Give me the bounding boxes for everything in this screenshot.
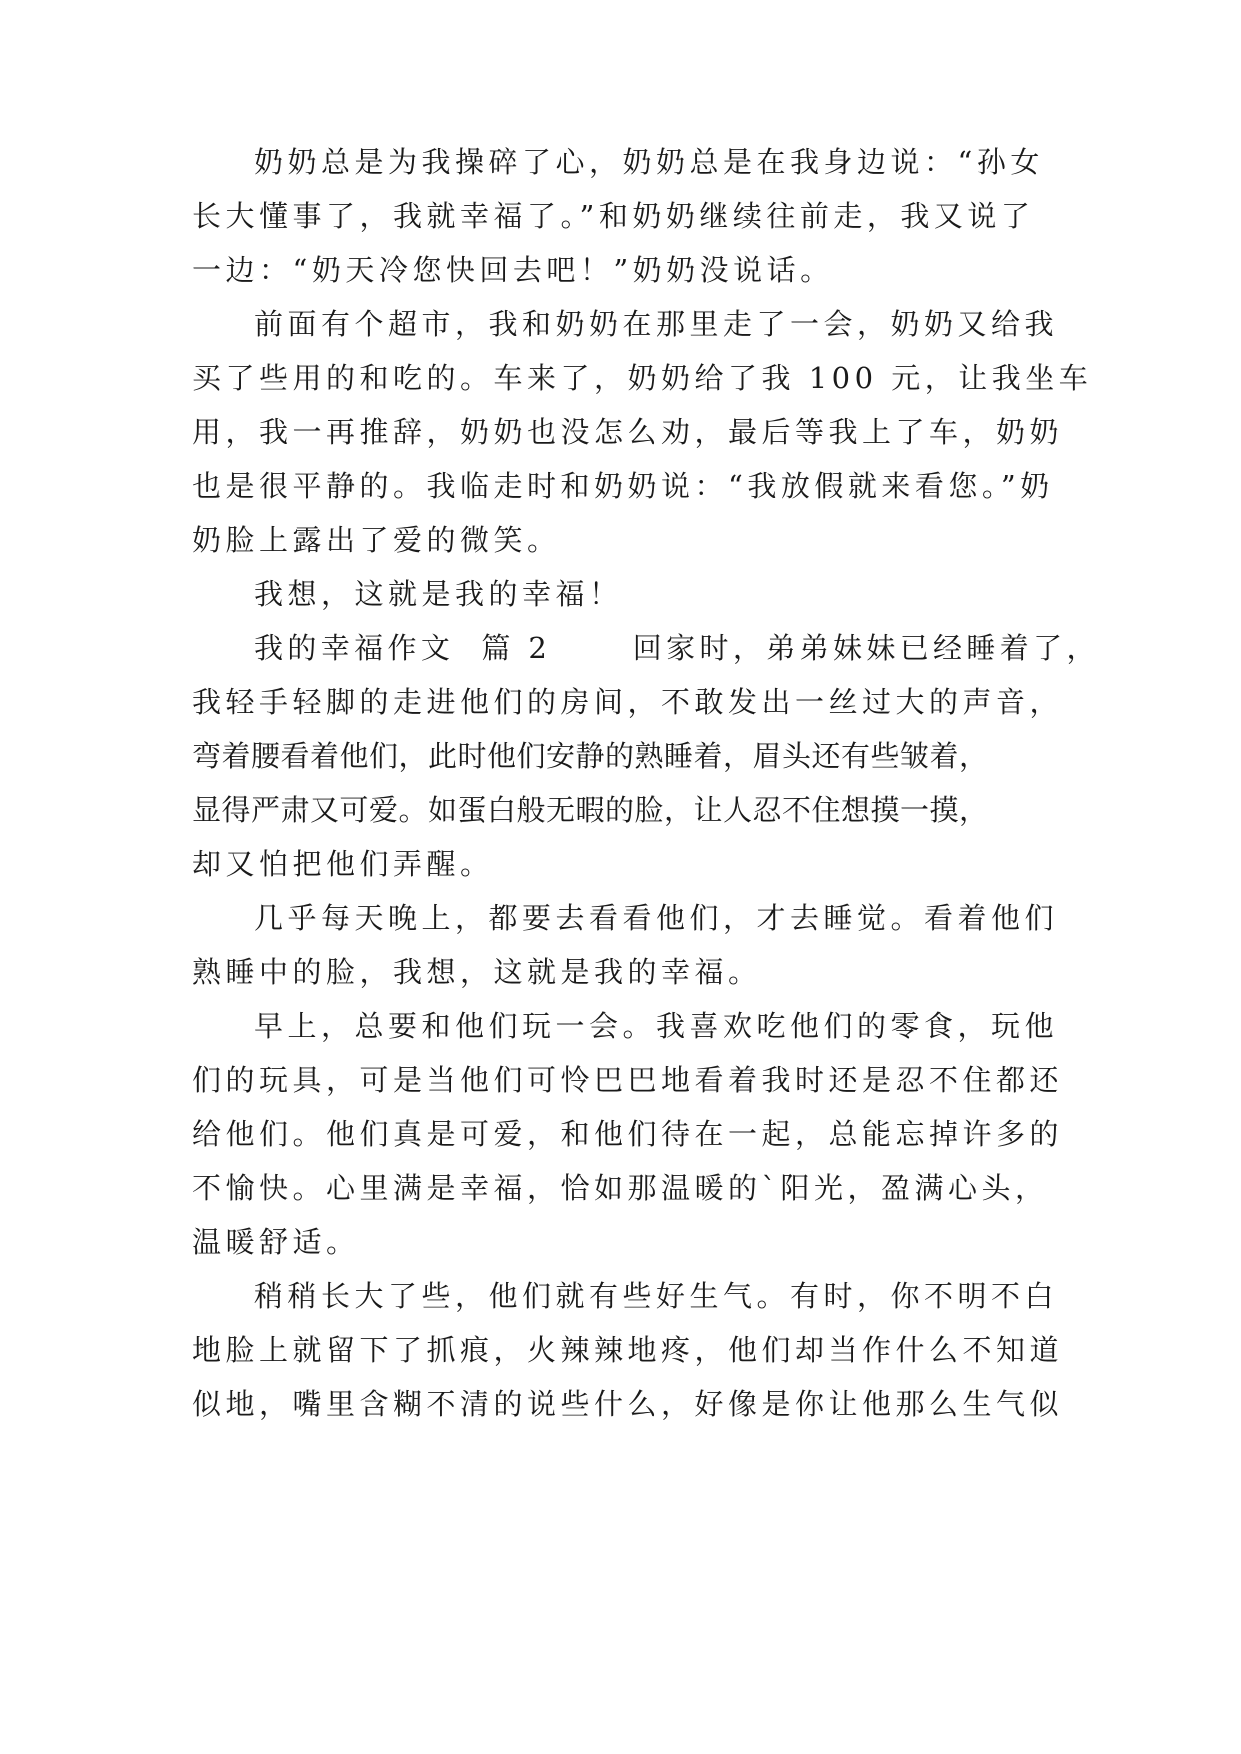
text-line: 奶奶总是为我操碎了心，奶奶总是在我身边说：“孙女: [254, 145, 1044, 179]
text-line: 温暖舒适。: [192, 1225, 360, 1259]
text-line: 前面有个超市，我和奶奶在那里走了一会，奶奶又给我: [254, 307, 1059, 341]
text-line: 长大懂事了，我就幸福了。”和奶奶继续往前走，我又说了: [192, 199, 1035, 233]
section-heading-line: 我的幸福作文 篇 2 回家时，弟弟妹妹已经睡着了，: [254, 631, 1100, 665]
text-line: 给他们。他们真是可爱，和他们待在一起，总能忘掉许多的: [192, 1117, 1064, 1151]
text-line: 一边：“奶天冷您快回去吧！”奶奶没说话。: [192, 253, 834, 287]
text-line: 似地，嘴里含糊不清的说些什么，好像是你让他那么生气似: [192, 1387, 1064, 1421]
text-line: 地脸上就留下了抓痕，火辣辣地疼，他们却当作什么不知道: [192, 1333, 1064, 1367]
text-line: 我想，这就是我的幸福！: [254, 577, 623, 611]
text-line: 几乎每天晚上，都要去看看他们，才去睡觉。看着他们: [254, 901, 1059, 935]
text-line: 早上，总要和他们玩一会。我喜欢吃他们的零食，玩他: [254, 1009, 1059, 1043]
text-line: 不愉快。心里满是幸福，恰如那温暖的`阳光，盈满心头，: [192, 1171, 1049, 1205]
text-line: 买了些用的和吃的。车来了，奶奶给了我 100 元，让我坐车: [192, 361, 1093, 395]
text-line: 显得严肃又可爱。如蛋白般无暇的脸，让人忍不住想摸一摸，: [192, 793, 989, 827]
text-line: 熟睡中的脸，我想，这就是我的幸福。: [192, 955, 762, 989]
text-line: 弯着腰看着他们，此时他们安静的熟睡着，眉头还有些皱着，: [192, 739, 989, 773]
text-line: 用，我一再推辞，奶奶也没怎么劝，最后等我上了车，奶奶: [192, 415, 1064, 449]
text-line: 们的玩具，可是当他们可怜巴巴地看着我时还是忍不住都还: [192, 1063, 1064, 1097]
text-line: 稍稍长大了些，他们就有些好生气。有时，你不明不白: [254, 1279, 1059, 1313]
text-line: 我轻手轻脚的走进他们的房间，不敢发出一丝过大的声音，: [192, 685, 1064, 719]
text-line: 却又怕把他们弄醒。: [192, 847, 494, 881]
text-line: 奶脸上露出了爱的微笑。: [192, 523, 561, 557]
text-line: 也是很平静的。我临走时和奶奶说：“我放假就来看您。”奶: [192, 469, 1054, 503]
